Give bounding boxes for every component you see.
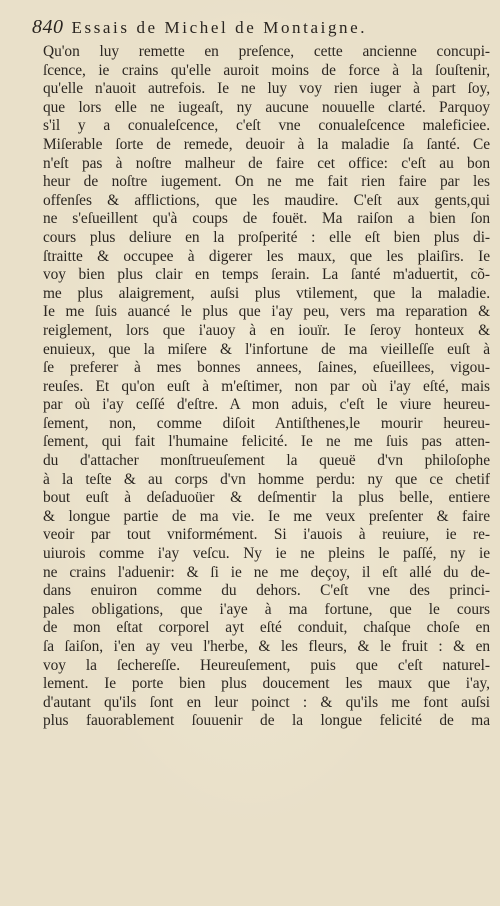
page-number: 840 (32, 16, 64, 38)
text-line: qu'elle n'auoit autrefois. Ie ne luy voy rien iuger à part ſoy, (43, 80, 490, 98)
text-line: n'eſt pas à noſtre malheur de faire cet office: c'eſt au bon (43, 154, 490, 172)
text-line: me plus alaigrement, auſsi plus vtilement, que la maladie. (43, 284, 490, 302)
text-line: que lors elle ne iugeaſt, ny aucune nouuelle clarté. Parquoy (43, 98, 490, 116)
text-line: plus fauorablement ſouuenir de la longue felicité de ma (43, 712, 490, 730)
text-line: bout euſt à deſaduoüer & deſmentir la plus belle, entiere (43, 489, 490, 507)
text-line: heur de noſtre iugement. On ne me fait rien faire par les (43, 173, 490, 191)
page-header (32, 16, 472, 40)
text-line: de mon eſtat corporel ayt eſté conduit, chaſque choſe en (43, 619, 490, 637)
text-line: uiurois comme i'ay veſcu. Ny ie ne pleins le paſſé, ny ie (43, 545, 490, 563)
text-line: ſement, non, comme diſoit Antiſthenes,le mourir heureu- (43, 414, 490, 432)
text-line: ne s'eſueillent qu'à coups de fouët. Ma raiſon a bien ſon (43, 210, 490, 228)
text-line: ſcence, ie crains qu'elle auroit moins de force à la ſouſtenir, (43, 61, 490, 79)
text-line: ſtraitte & occupee à digerer les maux, que les plaiſirs. Ie (43, 247, 490, 265)
text-line: par où i'ay ceſſé d'eſtre. A mon aduis, c'eſt le viure heureu- (43, 396, 490, 414)
text-line: lement. Ie porte bien plus doucement les maux que i'ay, (43, 675, 490, 693)
text-line: reuſes. Et qu'on euſt à m'eſtimer, non par où i'ay eſté, mais (43, 377, 490, 395)
text-line: ſement, qui fait l'humaine felicité. Ie ne me ſuis pas atten- (43, 433, 490, 451)
text-line: dans enuiron comme du dehors. C'eſt vne des princi- (43, 582, 490, 600)
running-title: Essais de Michel de Montaigne. (71, 18, 368, 37)
text-line: enuieux, que la miſere & l'infortune de ma vieilleſſe euſt à (43, 340, 490, 358)
text-line: veoir par tout vniformément. Si i'auois à reuiure, ie re- (43, 526, 490, 544)
text-line: ſe preferer à mes bonnes annees, ſaines, eſueillees, vigou- (43, 359, 490, 377)
text-line: cours plus deliure en la proſperité : elle eſt bien plus di- (43, 228, 490, 246)
text-line: Miſerable ſorte de remede, deuoir à la maladie ſa ſanté. Ce (43, 135, 490, 153)
text-line: à la teſte & au corps d'vn homme perdu: ny que ce chetif (43, 470, 490, 488)
text-line: & longue partie de ma vie. Ie me veux preſenter & faire (43, 507, 490, 525)
text-line: ſa ſaiſon, i'en ay veu l'herbe, & les fleurs, & le fruit : & en (43, 638, 490, 655)
text-line: du d'attacher monſtrueuſement la queuë d'vn philoſophe (43, 452, 490, 470)
text-line: pales obligations, que i'aye à ma fortune, que le cours (43, 600, 490, 618)
text-line: voy la ſechereſſe. Heureuſement, puis que c'eſt naturel- (43, 656, 490, 674)
text-line: ne crains l'aduenir: & ſi ie ne me deçoy, il eſt allé du de- (43, 563, 490, 581)
body-text (43, 43, 490, 731)
text-line: Ie me ſuis auancé le plus que i'ay peu, vers ma reparation & (43, 303, 490, 321)
text-line: Qu'on luy remette en preſence, cette ancienne concupi- (43, 43, 490, 60)
text-line: s'il y a conualeſcence, c'eſt vne conualeſcence maleficiee. (43, 117, 490, 135)
text-line: offenſes & afflictions, que les maudire. C'eſt aux gents,qui (43, 191, 490, 209)
text-line: voy bien plus clair en temps ſerain. La ſanté m'aduertit, cõ- (43, 266, 490, 284)
text-line: d'autant qu'ils ſont en leur poinct : & qu'ils me font auſsi (43, 693, 490, 711)
text-line: reiglement, lors que i'auoy à en iouïr. Ie ſeroy honteux & (43, 321, 490, 339)
